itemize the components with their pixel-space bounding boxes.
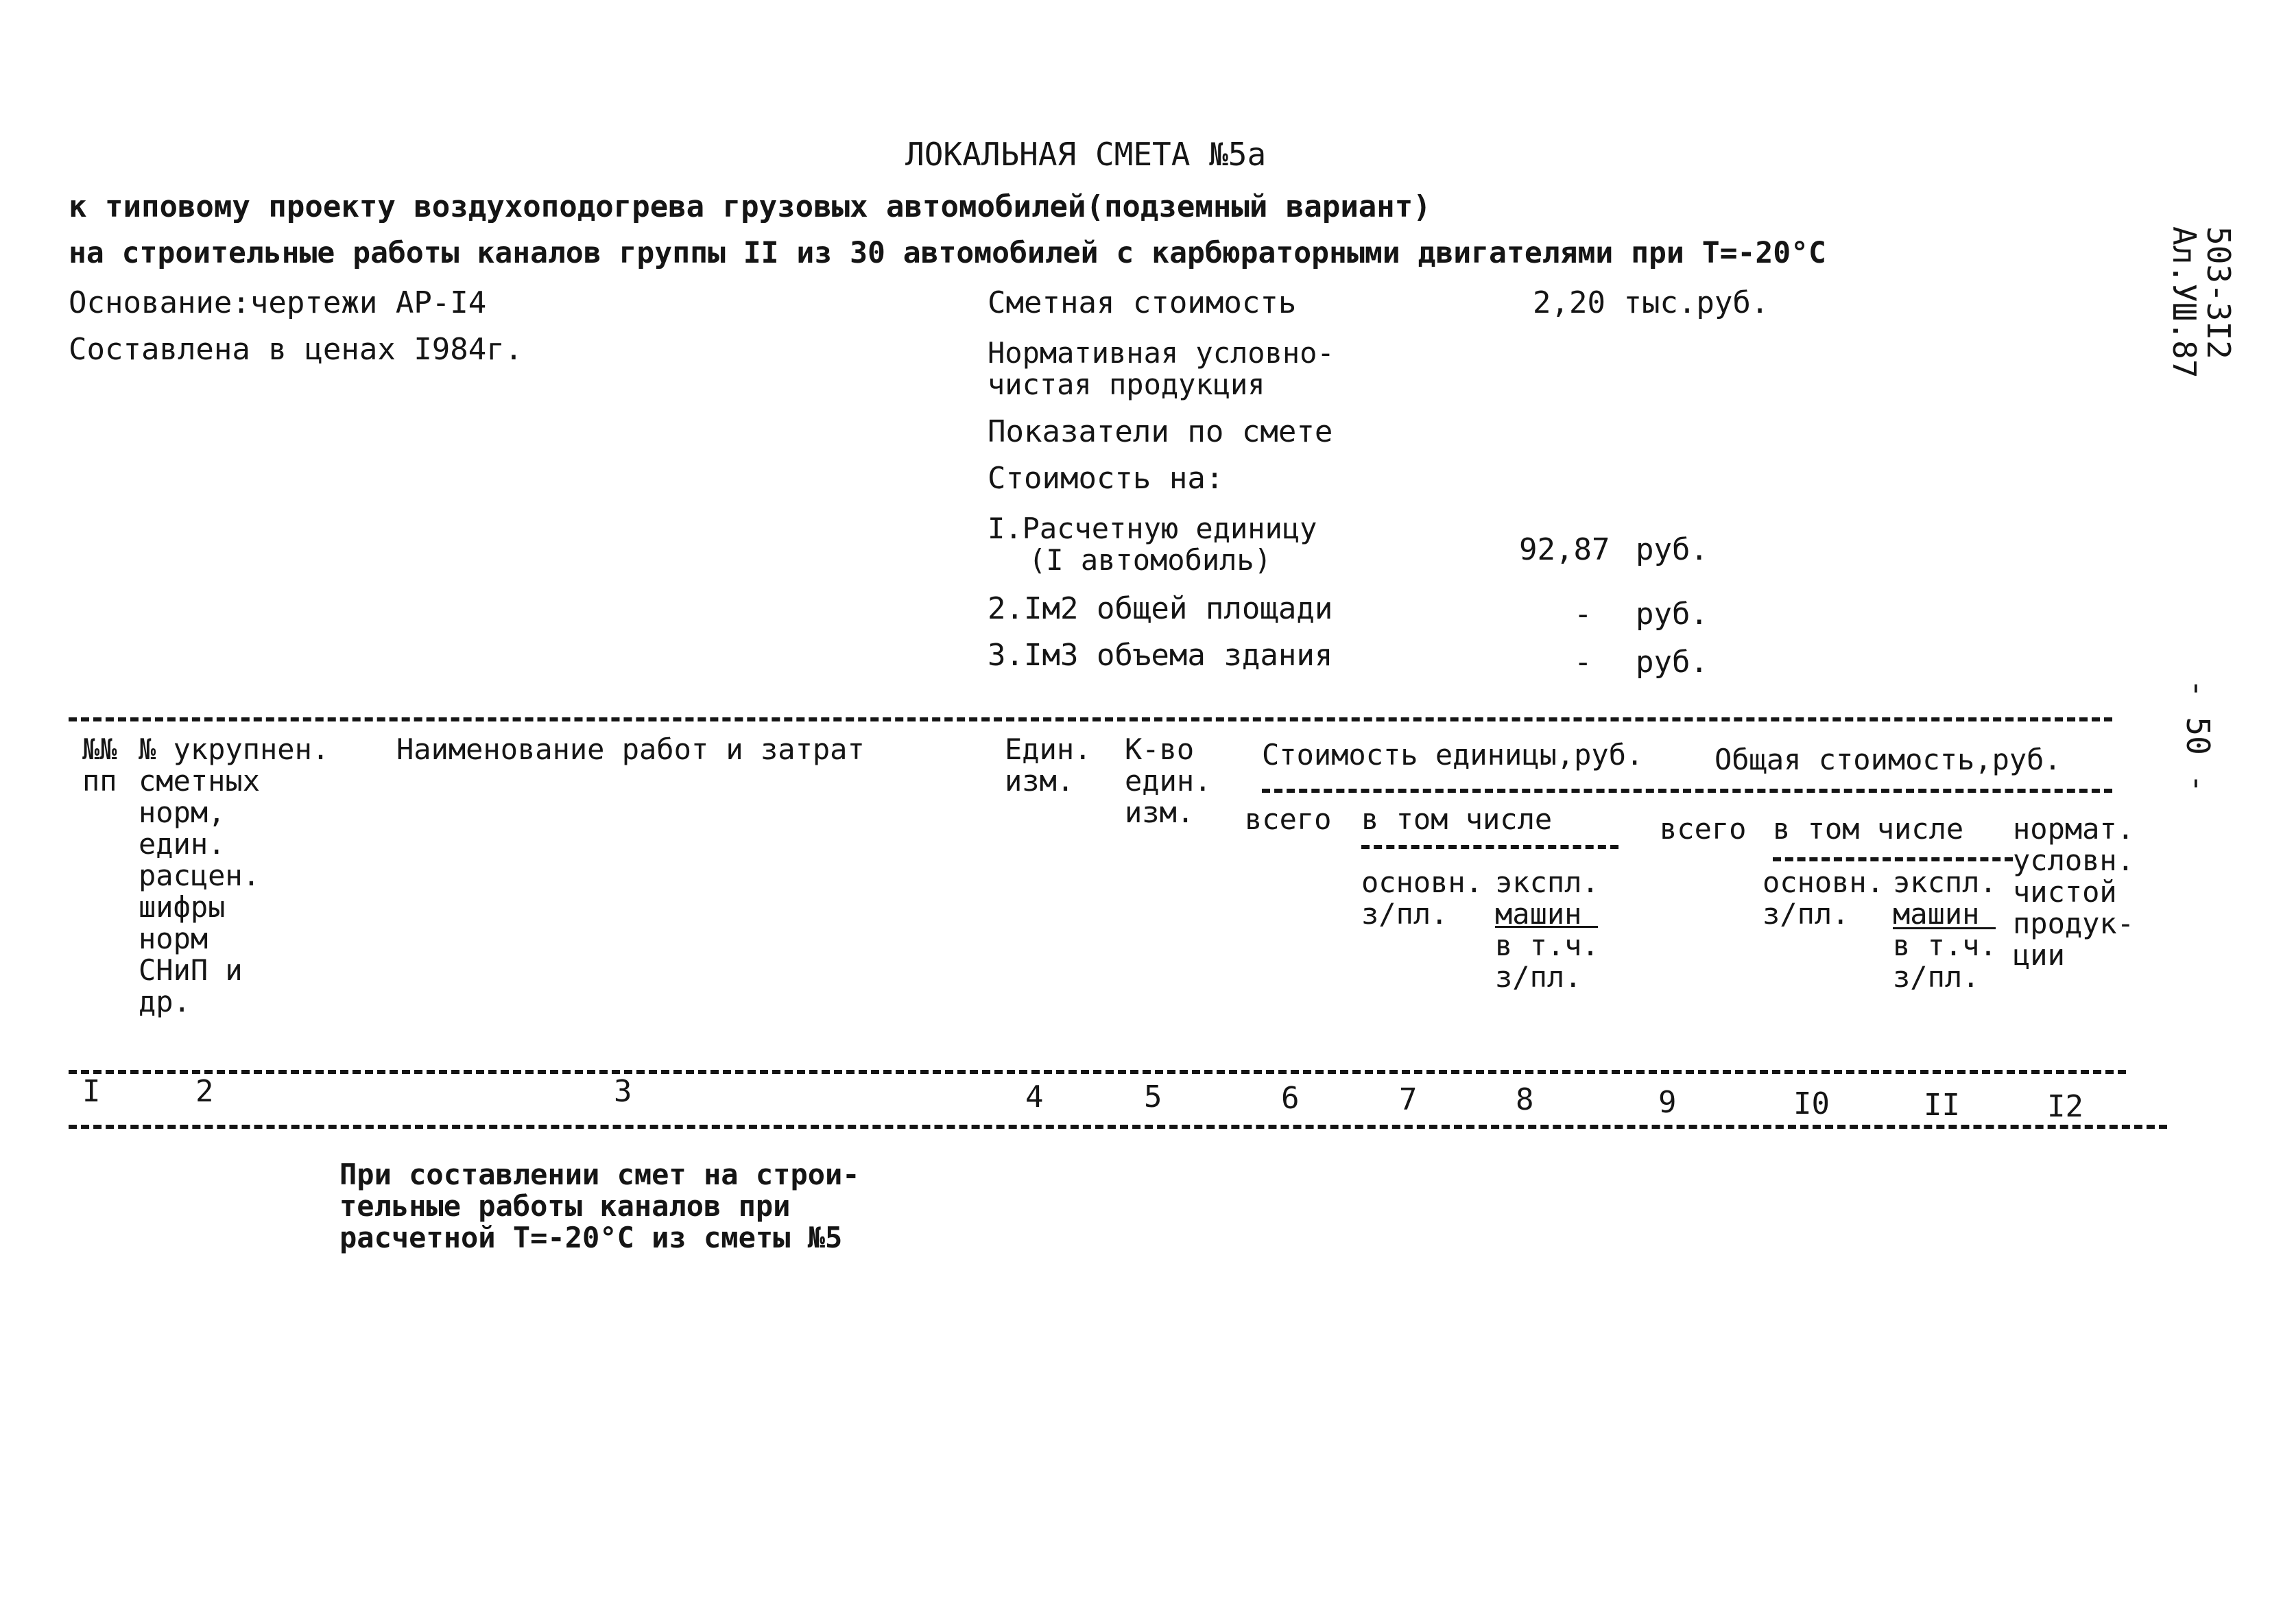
col-number-5: 5 xyxy=(1144,1079,1162,1114)
project-description-line: к типовому проекту воздухоподогрева грузовых автомобилей(подземный вариант) xyxy=(69,189,1431,224)
cost-group-rule xyxy=(1262,789,2112,793)
col-number-12: I2 xyxy=(2047,1089,2083,1124)
body-note: При составлении смет на строи- тельные работы каналов при расчетной Т=-20°С из сметы №5 xyxy=(339,1158,860,1254)
numbers-bottom-rule xyxy=(69,1125,2167,1129)
col-number-4: 4 xyxy=(1025,1079,1044,1114)
header-bottom-rule xyxy=(69,1070,2126,1074)
volume-cost-unit: руб. xyxy=(1636,645,1708,680)
cost-for-label: Стоимость на: xyxy=(988,461,1224,496)
col-quantity-header: К-во един. изм. xyxy=(1125,732,1212,829)
unit-cost-group-header: Стоимость единицы,руб. xyxy=(1262,738,1644,772)
col-overall-total-header: всего xyxy=(1660,812,1747,846)
col-number-11: II xyxy=(1924,1088,1960,1123)
prices-line: Составлена в ценах I984г. xyxy=(69,332,523,367)
table-top-rule xyxy=(69,717,2112,721)
col-unit-wage-header: основн. з/пл. xyxy=(1361,865,1483,931)
document-title: ЛОКАЛЬНАЯ СМЕТА №5а xyxy=(905,136,1267,173)
col-number-6: 6 xyxy=(1281,1081,1300,1116)
total-cost-subgroup-header: в том числе xyxy=(1773,812,1964,846)
total-cost-subgroup-rule xyxy=(1773,857,2013,861)
estimate-cost-label: Сметная стоимость xyxy=(988,285,1297,320)
area-cost-label: 2.Iм2 общей площади xyxy=(988,591,1333,626)
album-code: Ал.УШ.87 xyxy=(2166,226,2203,379)
indicators-label: Показатели по смете xyxy=(988,414,1333,449)
col-number-9: 9 xyxy=(1658,1085,1677,1120)
basis-line: Основание:чертежи АР-I4 xyxy=(69,285,487,320)
area-cost-unit: руб. xyxy=(1636,597,1708,632)
unit-cost-label-line2: (I автомобиль) xyxy=(1029,543,1272,577)
col-number-1: I xyxy=(82,1074,101,1109)
document-code: 503-3I2 xyxy=(2200,226,2237,359)
works-description-line: на строительные работы каналов группы II из 30 автомобилей с карбюраторными двигателями при Т=-20°С xyxy=(69,236,1826,270)
col-unit-header: Един. изм. xyxy=(1005,732,1092,798)
col-number-header: №№ пп xyxy=(82,732,117,798)
unit-cost-unit: руб. xyxy=(1636,532,1708,567)
col-norm-code-header: № укрупнен. сметных норм, един. расцен. шифры норм СНиП и др. xyxy=(139,732,330,1018)
overall-machines-underline xyxy=(1893,927,1996,929)
col-unit-total-header: всего xyxy=(1245,802,1332,836)
normative-label-line1: Нормативная условно- xyxy=(988,336,1335,370)
total-cost-group-header: Общая стоимость,руб. xyxy=(1715,743,2062,776)
col-normative-product-header: нормат. условн. чистой продук- ции xyxy=(2013,812,2135,972)
area-cost-value: - xyxy=(1574,597,1592,632)
col-number-10: I0 xyxy=(1793,1086,1830,1121)
volume-cost-value: - xyxy=(1574,645,1592,680)
machines-underline xyxy=(1495,926,1598,928)
col-overall-machines-header: экспл. машин в т.ч. з/пл. xyxy=(1893,865,1997,994)
estimate-cost-value: 2,20 тыс.руб. xyxy=(1533,285,1769,320)
volume-cost-label: 3.Iм3 объема здания xyxy=(988,638,1333,673)
normative-label-line2: чистая продукция xyxy=(988,368,1265,401)
col-number-3: 3 xyxy=(614,1074,632,1109)
col-number-7: 7 xyxy=(1399,1082,1418,1117)
unit-cost-subgroup-header: в том числе xyxy=(1361,802,1553,836)
unit-cost-label-line1: I.Расчетную единицу xyxy=(988,512,1317,545)
col-work-name-header: Наименование работ и затрат xyxy=(396,732,865,766)
unit-cost-value: 92,87 xyxy=(1519,532,1610,567)
col-overall-wage-header: основн. з/пл. xyxy=(1763,865,1885,931)
unit-cost-subgroup-rule xyxy=(1361,845,1618,849)
page-number: - 50 - xyxy=(2179,679,2217,793)
col-unit-machines-header: экспл. машин в т.ч. з/пл. xyxy=(1495,865,1599,994)
col-number-2: 2 xyxy=(195,1074,214,1109)
col-number-8: 8 xyxy=(1516,1082,1534,1117)
